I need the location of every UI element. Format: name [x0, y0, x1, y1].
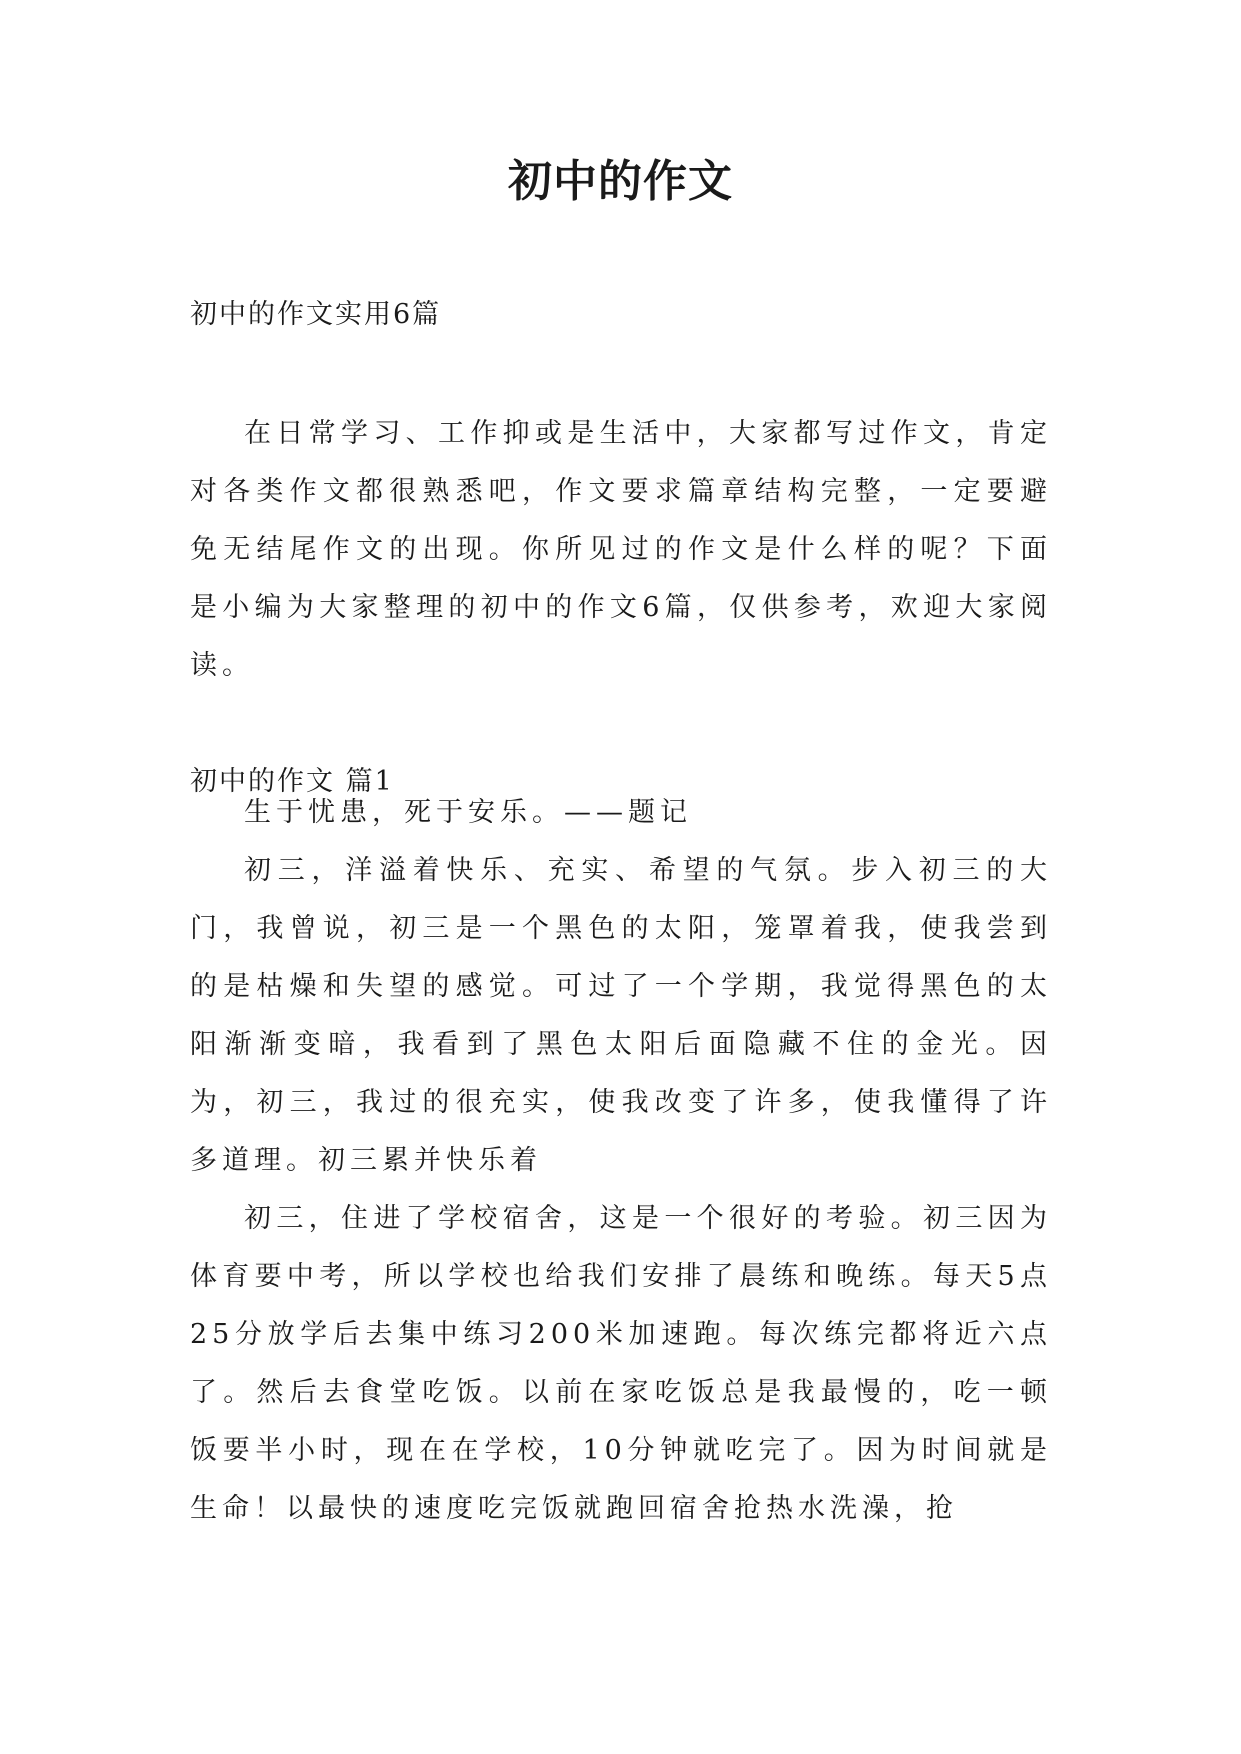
body-paragraph: 初三，洋溢着快乐、充实、希望的气氛。步入初三的大门，我曾说，初三是一个黑色的太阳，笼罩着我，使我尝到的是枯燥和失望的感觉。可过了一个学期，我觉得黑色的太阳渐渐变暗，我看到了黑色太阳后面隐藏不住的金光。因为，初三，我过的很充实，使我改变了许多，使我懂得了许多道理。初三累并快乐着: [190, 855, 1052, 1176]
intro-paragraph: 在日常学习、工作抑或是生活中，大家都写过作文，肯定对各类作文都很熟悉吧，作文要求篇章结构完整，一定要避免无结尾作文的出现。你所见过的作文是什么样的呢？下面是小编为大家整理的初中的作文6篇，仅供参考，欢迎大家阅读。: [190, 418, 1052, 681]
document-title: 初中的作文: [508, 156, 733, 207]
document-subtitle: 初中的作文实用6篇: [190, 299, 442, 330]
section-heading: 初中的作文 篇1: [190, 766, 394, 797]
body-paragraph: 初三，住进了学校宿舍，这是一个很好的考验。初三因为体育要中考，所以学校也给我们安排了晨练和晚练。每天5点25分放学后去集中练习200米加速跑。每次练完都将近六点了。然后去食堂吃饭。以前在家吃饭总是我最慢的，吃一顿饭要半小时，现在在学校，10分钟就吃完了。因为时间就是生命！以最快的速度吃完饭就跑回宿舍抢热水洗澡，抢: [190, 1203, 1052, 1524]
epigraph: 生于忧患，死于安乐。——题记: [244, 797, 692, 828]
